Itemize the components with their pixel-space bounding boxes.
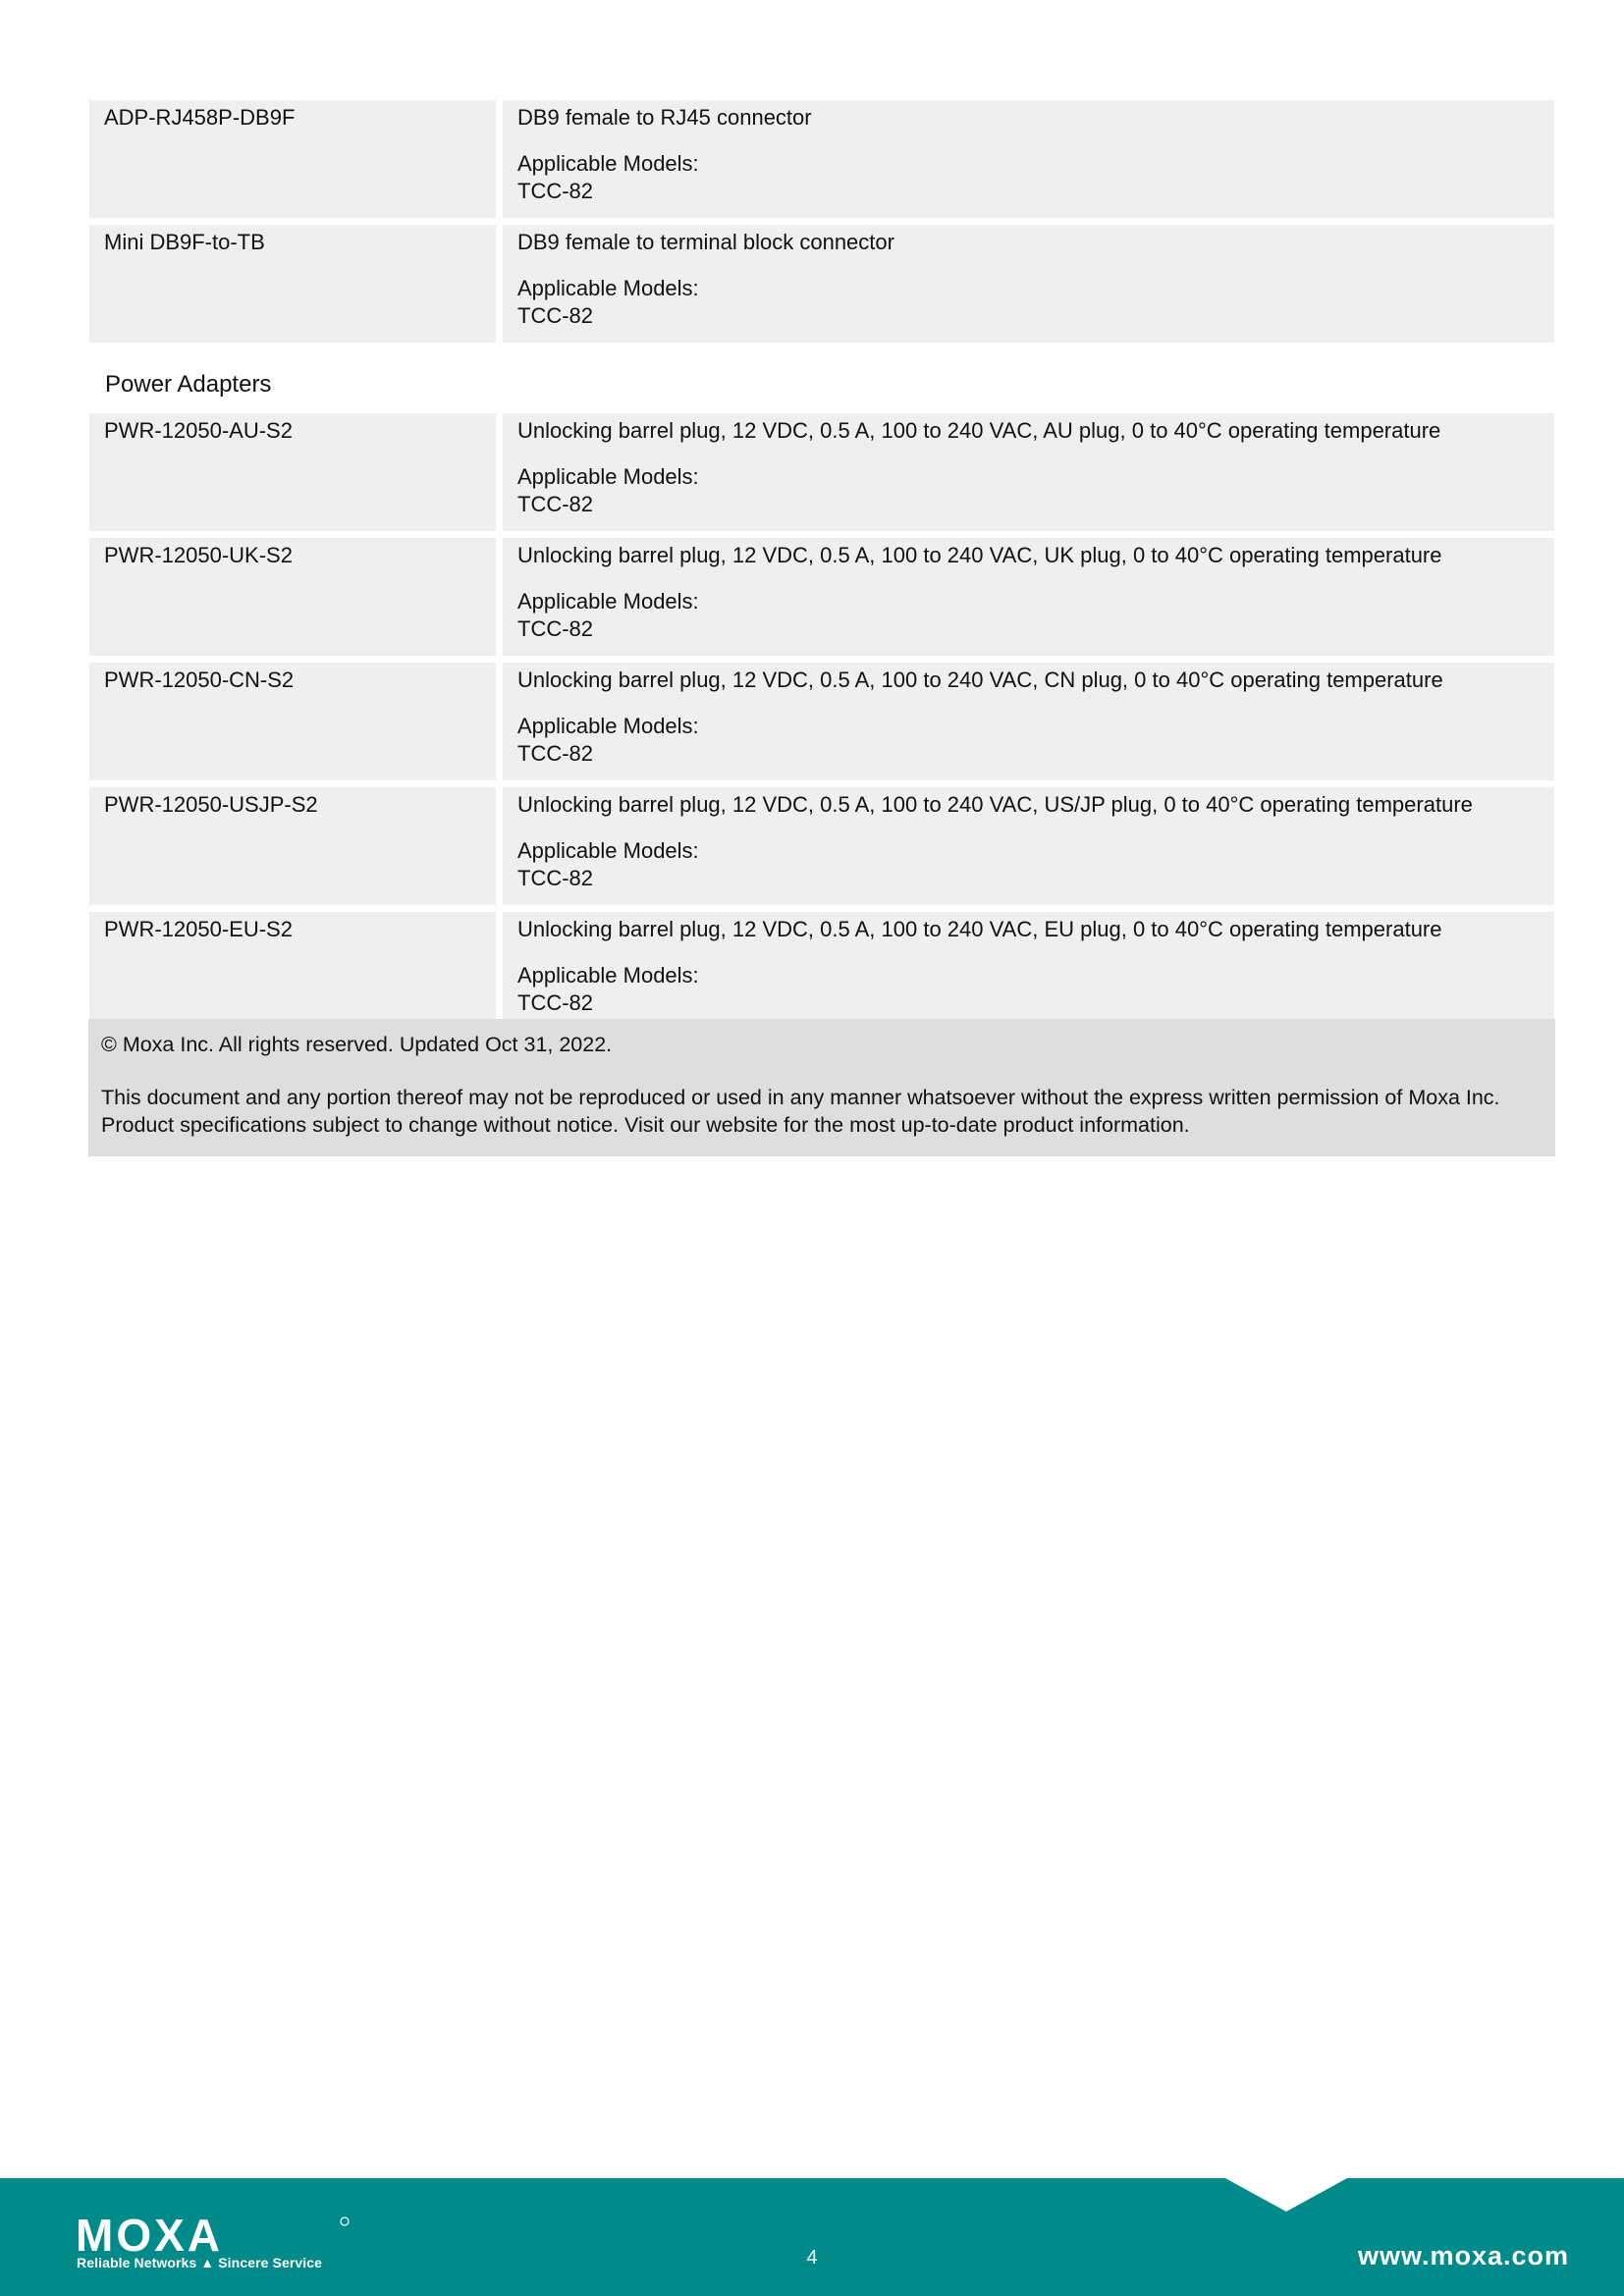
- model-description: Unlocking barrel plug, 12 VDC, 0.5 A, 100 to 240 VAC, US/JP plug, 0 to 40°C operating temperature: [517, 792, 1473, 817]
- registered-mark-icon: [341, 2217, 349, 2225]
- section-title-power-adapters: Power Adapters: [105, 371, 272, 398]
- accessories-table: [89, 93, 1554, 349]
- table-row: [89, 663, 1554, 780]
- applicable-models-value: TCC-82: [517, 492, 594, 516]
- applicable-models-label: Applicable Models:: [517, 714, 699, 738]
- model-name: PWR-12050-USJP-S2: [89, 787, 503, 905]
- model-description-cell: [503, 413, 1554, 531]
- spec-content: [89, 100, 1554, 1030]
- model-name: Mini DB9F-to-TB: [89, 225, 503, 343]
- applicable-models-label: Applicable Models:: [517, 276, 699, 300]
- model-description-cell: [503, 538, 1554, 656]
- model-description-cell: [503, 100, 1554, 218]
- applicable-models-value: TCC-82: [517, 179, 594, 203]
- model-name: PWR-12050-AU-S2: [89, 413, 503, 531]
- model-name: PWR-12050-CN-S2: [89, 663, 503, 780]
- website-link[interactable]: www.moxa.com: [1357, 2241, 1569, 2270]
- model-description-cell: [503, 912, 1554, 1030]
- model-description-cell: [503, 225, 1554, 343]
- moxa-logo-text: MOXA: [76, 2216, 223, 2255]
- table-row: [89, 225, 1554, 343]
- applicable-models-value: TCC-82: [517, 303, 594, 328]
- disclaimer-text: This document and any portion thereof may not be reproduced or used in any manner whatsoever without the express written permission of Moxa Inc. Product specifications subject to change without notice. Visit our website for the most up-to-date product information.: [101, 1086, 1500, 1137]
- applicable-models-label: Applicable Models:: [517, 963, 699, 988]
- model-name: ADP-RJ458P-DB9F: [89, 100, 503, 218]
- power-adapters-table: [89, 406, 1554, 1037]
- page-number: 4: [806, 2247, 818, 2269]
- model-description: Unlocking barrel plug, 12 VDC, 0.5 A, 100 to 240 VAC, EU plug, 0 to 40°C operating temperature: [517, 917, 1442, 941]
- table-row: [89, 787, 1554, 905]
- applicable-models-label: Applicable Models:: [517, 838, 699, 863]
- table-row: [89, 912, 1554, 1030]
- model-name: PWR-12050-EU-S2: [89, 912, 503, 1030]
- table-row: [89, 100, 1554, 218]
- model-description-cell: [503, 663, 1554, 780]
- applicable-models-value: TCC-82: [517, 741, 594, 766]
- legal-notice: [88, 1019, 1555, 1156]
- table-row: [89, 413, 1554, 531]
- page-footer: [0, 2178, 1624, 2296]
- model-name: PWR-12050-UK-S2: [89, 538, 503, 656]
- applicable-models-label: Applicable Models:: [517, 151, 699, 176]
- model-description: Unlocking barrel plug, 12 VDC, 0.5 A, 100 to 240 VAC, CN plug, 0 to 40°C operating temperature: [517, 667, 1443, 692]
- applicable-models-label: Applicable Models:: [517, 464, 699, 489]
- applicable-models-value: TCC-82: [517, 616, 594, 641]
- model-description: DB9 female to terminal block connector: [517, 230, 894, 254]
- model-description: Unlocking barrel plug, 12 VDC, 0.5 A, 100 to 240 VAC, AU plug, 0 to 40°C operating temperature: [517, 418, 1441, 443]
- table-row: [89, 538, 1554, 656]
- model-description: Unlocking barrel plug, 12 VDC, 0.5 A, 100 to 240 VAC, UK plug, 0 to 40°C operating temperature: [517, 543, 1442, 567]
- copyright-text: © Moxa Inc. All rights reserved. Updated Oct 31, 2022.: [101, 1033, 613, 1056]
- footer-tagline: Reliable Networks ▲ Sincere Service: [77, 2255, 323, 2270]
- model-description: DB9 female to RJ45 connector: [517, 105, 812, 130]
- applicable-models-value: TCC-82: [517, 866, 594, 890]
- applicable-models-value: TCC-82: [517, 990, 594, 1015]
- applicable-models-label: Applicable Models:: [517, 589, 699, 614]
- model-description-cell: [503, 787, 1554, 905]
